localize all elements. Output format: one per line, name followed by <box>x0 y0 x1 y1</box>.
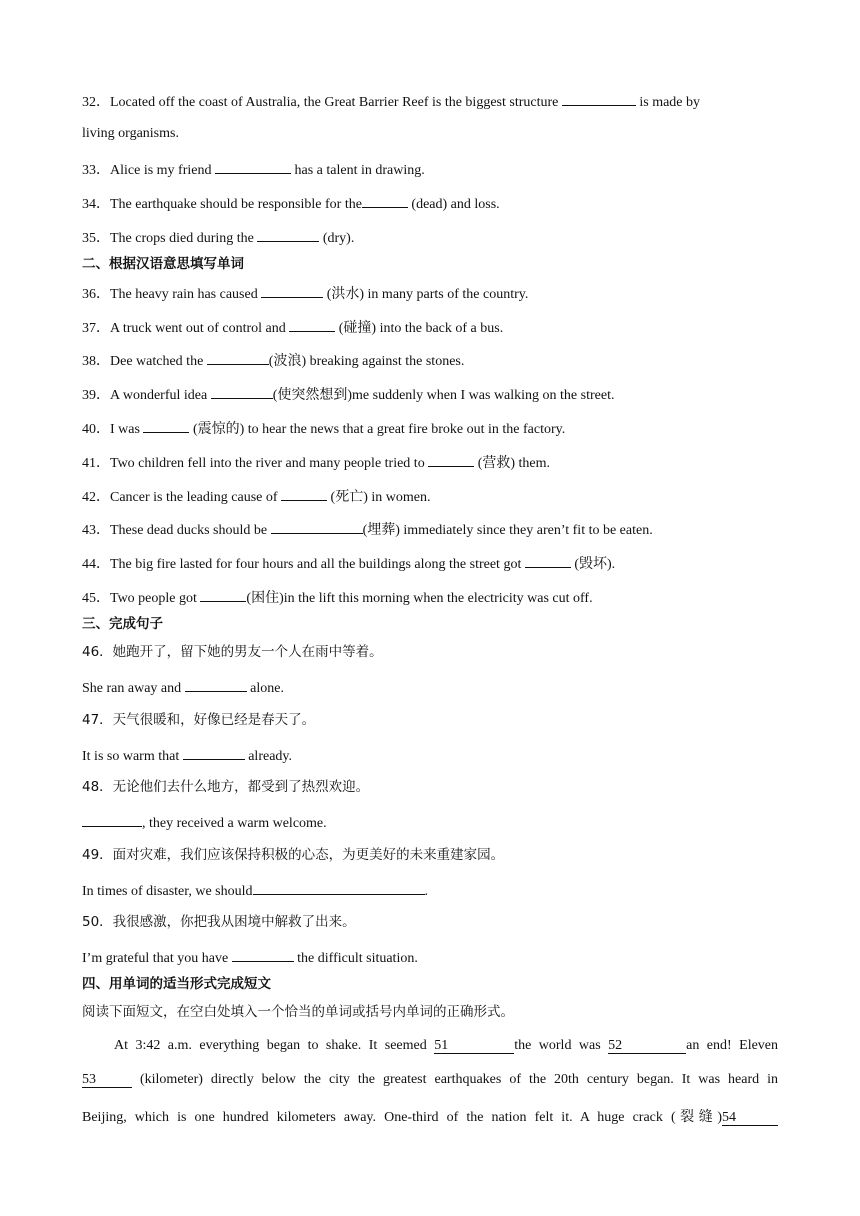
answer-blank <box>207 350 269 365</box>
section-heading-3: 三、完成句子 <box>82 616 163 632</box>
answer-blank <box>211 384 273 399</box>
question-46: She ran away and alone. <box>82 677 284 698</box>
answer-blank <box>428 452 474 467</box>
answer-blank <box>215 159 291 174</box>
passage-blank-52: 52 <box>608 1038 686 1054</box>
answer-blank <box>185 677 247 692</box>
answer-blank <box>183 745 245 760</box>
answer-blank <box>289 317 335 332</box>
passage-line-1: At 3:42 a.m. everything began to shake. It seemed 51 the world was 52 an end! Eleven <box>114 1038 779 1053</box>
section-heading-2: 二、根据汉语意思填写单词 <box>82 256 244 272</box>
passage-line-3: Beijing, which is one hundred kilometers away. One-third of the nation felt it. A huge crack (裂缝)54 <box>82 1106 778 1126</box>
section-heading-4: 四、用单词的适当形式完成短文 <box>82 976 271 992</box>
question-42: 42．Cancer is the leading cause of (死亡) in women. <box>82 486 430 507</box>
answer-blank <box>362 193 408 208</box>
answer-blank <box>143 418 189 433</box>
answer-blank <box>253 880 425 895</box>
question-47-prompt: 47．天气很暖和，好像已经是春天了。 <box>82 712 316 728</box>
answer-blank <box>232 947 294 962</box>
answer-blank <box>525 553 571 568</box>
passage-line-2: 53 (kilometer) directly below the city the greatest earthquakes of the 20th century began. It was heard in <box>82 1072 779 1087</box>
question-38: 38．Dee watched the (波浪) breaking against the stones. <box>82 350 464 371</box>
question-37: 37．A truck went out of control and (碰撞) into the back of a bus. <box>82 317 503 338</box>
question-40: 40．I was (震惊的) to hear the news that a great fire broke out in the factory. <box>82 418 565 439</box>
answer-blank <box>82 812 142 827</box>
question-33: 33．Alice is my friend has a talent in drawing. <box>82 159 425 180</box>
section-instructions: 阅读下面短文，在空白处填入一个恰当的单词或括号内单词的正确形式。 <box>82 1004 514 1020</box>
question-47: It is so warm that already. <box>82 745 292 766</box>
question-49: In times of disaster, we should . <box>82 880 428 901</box>
passage-blank-51: 51 <box>434 1038 514 1054</box>
answer-blank <box>257 227 319 242</box>
question-39: 39．A wonderful idea (使突然想到)me suddenly when I was walking on the street. <box>82 384 614 405</box>
answer-blank <box>261 283 323 298</box>
answer-blank <box>281 486 327 501</box>
question-43: 43．These dead ducks should be (埋葬) immediately since they aren’t fit to be eaten. <box>82 519 653 540</box>
passage-blank-53: 53 <box>82 1072 132 1088</box>
question-32-cont: living organisms. <box>82 126 179 141</box>
answer-blank <box>562 91 636 106</box>
passage-blank-54: 54 <box>722 1110 778 1126</box>
question-32: 32．Located off the coast of Australia, the Great Barrier Reef is the biggest structure is made by <box>82 91 700 112</box>
question-35: 35．The crops died during the (dry). <box>82 227 354 248</box>
answer-blank <box>200 587 246 602</box>
question-36: 36．The heavy rain has caused (洪水) in many parts of the country. <box>82 283 528 304</box>
question-50: I’m grateful that you have the difficult situation. <box>82 947 418 968</box>
question-49-prompt: 49．面对灾难，我们应该保持积极的心态，为更美好的未来重建家园。 <box>82 847 505 863</box>
question-48: , they received a warm welcome. <box>82 812 327 833</box>
question-41: 41．Two children fell into the river and many people tried to (营救) them. <box>82 452 550 473</box>
question-50-prompt: 50．我很感激，你把我从困境中解救了出来。 <box>82 914 356 930</box>
question-46-prompt: 46．她跑开了，留下她的男友一个人在雨中等着。 <box>82 644 383 660</box>
answer-blank <box>271 519 363 534</box>
question-48-prompt: 48．无论他们去什么地方，都受到了热烈欢迎。 <box>82 779 370 795</box>
question-45: 45．Two people got (困住)in the lift this morning when the electricity was cut off. <box>82 587 593 608</box>
question-44: 44．The big fire lasted for four hours and all the buildings along the street got (毁坏). <box>82 553 615 574</box>
question-34: 34．The earthquake should be responsible for the (dead) and loss. <box>82 193 500 214</box>
